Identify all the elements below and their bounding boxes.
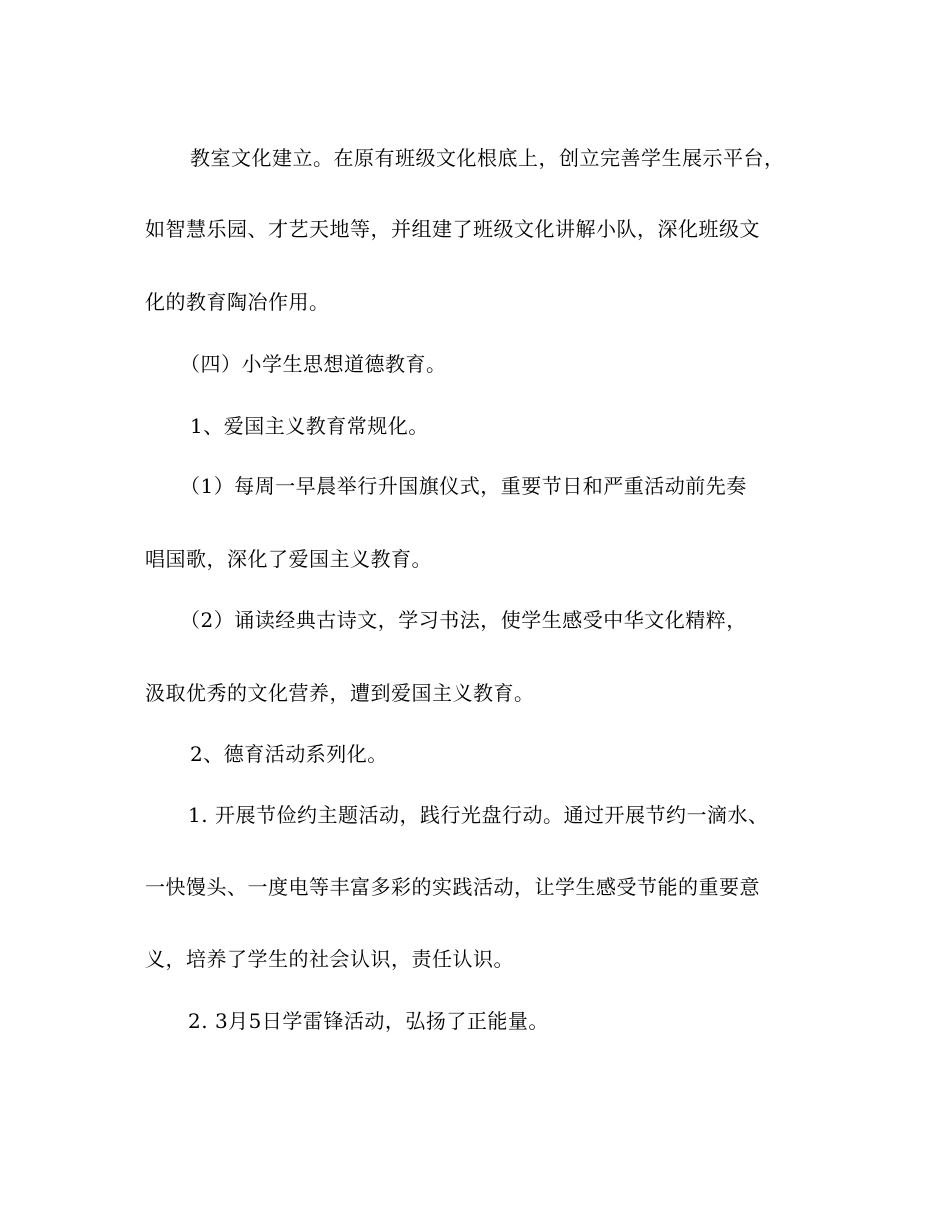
paragraph-line: 一快馒头、一度电等丰富多彩的实践活动，让学生感受节能的重要意: [145, 875, 760, 899]
paragraph-line: 教室文化建立。在原有班级文化根底上，创立完善学生展示平台，: [190, 146, 785, 170]
paragraph-line: 2. 3月5日学雷锋活动，弘扬了正能量。: [188, 1009, 549, 1033]
paragraph-line: 唱国歌，深化了爱国主义教育。: [145, 547, 432, 571]
paragraph-line: （2）诵读经典古诗文，学习书法，使学生感受中华文化精粹，: [180, 608, 747, 632]
paragraph-line: 化的教育陶冶作用。: [145, 290, 330, 314]
subsection-heading: 2、德育活动系列化。: [190, 742, 388, 766]
paragraph-line: （1）每周一早晨举行升国旗仪式，重要节日和严重活动前先奏: [180, 474, 747, 498]
paragraph-line: 1. 开展节俭约主题活动，践行光盘行动。通过开展节约一滴水、: [188, 803, 769, 827]
paragraph-line: 义，培养了学生的社会认识，责任认识。: [145, 947, 514, 971]
paragraph-line: 如智慧乐园、才艺天地等，并组建了班级文化讲解小队，深化班级文: [145, 217, 760, 241]
subsection-heading: 1、爱国主义教育常规化。: [190, 414, 429, 438]
paragraph-line: 汲取优秀的文化营养，遭到爱国主义教育。: [145, 681, 535, 705]
section-heading: （四）小学生思想道德教育。: [180, 352, 447, 376]
